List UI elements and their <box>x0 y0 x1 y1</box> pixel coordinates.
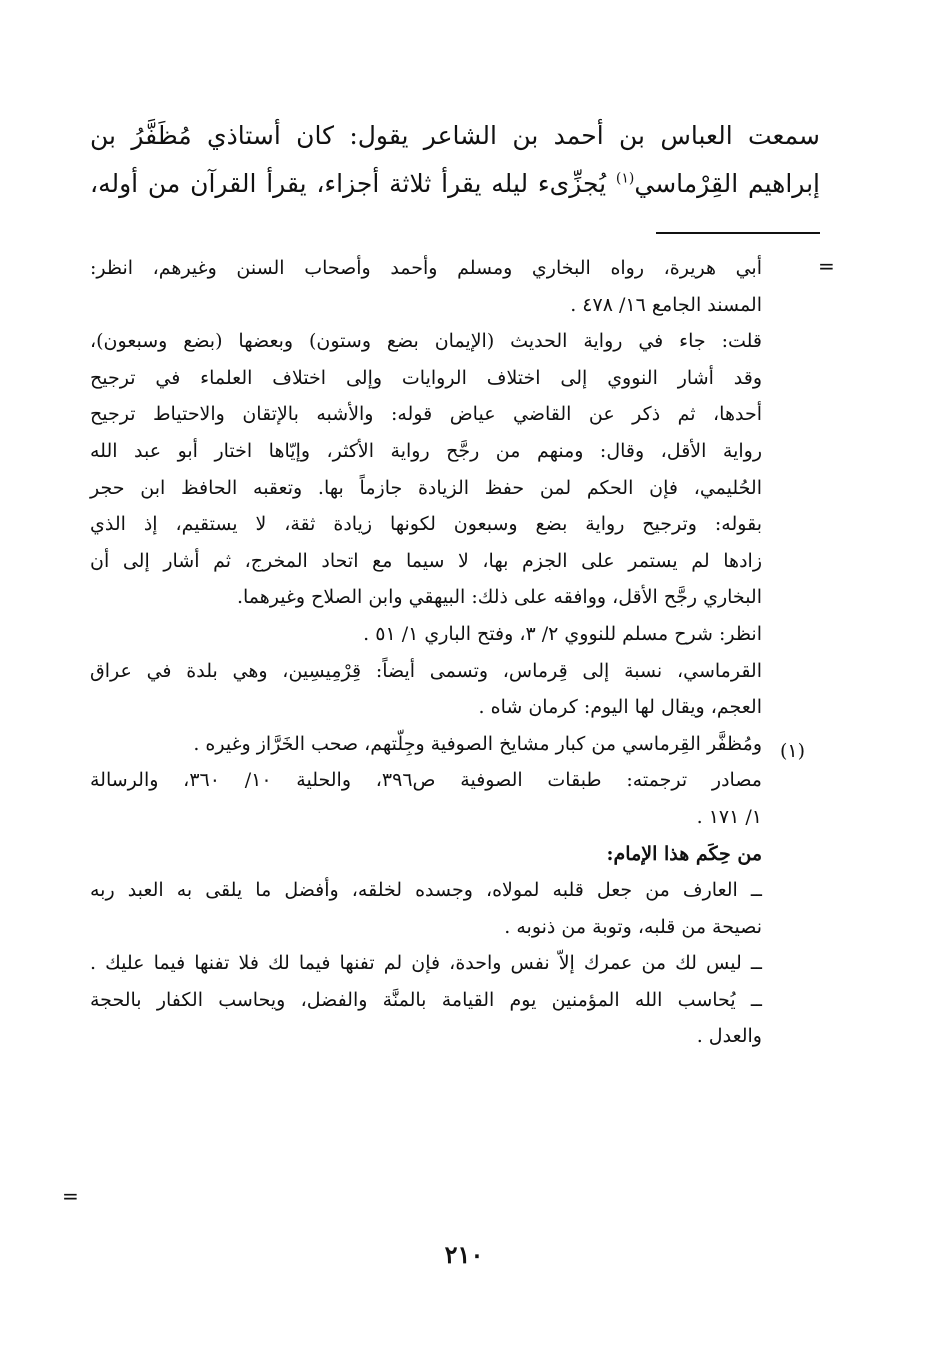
main-text-segment: إبراهيم القِرْماسي <box>634 169 820 198</box>
footnote-reference[interactable]: (١) <box>615 170 635 187</box>
footnotes <box>90 250 762 1055</box>
footnote-line: ــ ليس لك من عمرك إلاّ نفس واحدة، فإن لم تفنها فيما لك فلا تفنها فيما عليك . <box>90 952 762 975</box>
main-text-line: سمعت العباس بن أحمد بن الشاعر يقول: كان أستاذي مُظَفَّرُ بن <box>90 121 820 150</box>
footnote-line: انظر: شرح مسلم للنووي ٢/ ٣، وفتح الباري ١/ ٥١ . <box>363 622 762 645</box>
continuation-mark-end: = <box>62 1184 79 1208</box>
footnote-line: أحدها، ثم ذكر عن القاضي عياض قوله: والأشبه بالإتقان والاحتياط ترجيح <box>90 403 762 426</box>
footnote-line: والعدل . <box>696 1025 762 1048</box>
footnote-line: القرماسي، نسبة إلى قِرماس، وتسمى أيضاً: قِرْمِيسِين، وهي بلدة في عراق <box>90 659 762 682</box>
footnote-line: قلت: جاء في رواية الحديث (الإيمان بضع وستون) وبعضها (بضع وسبعون)، <box>90 330 762 353</box>
footnote-line: زادها لم يستمر على الجزم بها، لا سيما مع اتحاد المخرج، ثم أشار إلى أن <box>90 549 762 572</box>
footnote-line: وقد أشار النووي إلى اختلاف الروايات وإلى اختلاف العلماء في ترجيح <box>90 366 762 389</box>
footnote-line: نصيحة من قلبه، وتوبة من ذنوبه . <box>504 915 762 938</box>
footnote-line: ومُظفَّر القِرماسي من كبار مشايخ الصوفية وجِلّتهم، صحب الخَرَّاز وغيره . <box>193 732 762 755</box>
footnote-line: ــ يُحاسب الله المؤمنين يوم القيامة بالمنَّة والفضل، ويحاسب الكفار بالحجة <box>90 988 762 1011</box>
continuation-mark-start: = <box>818 254 835 278</box>
footnote-line: المسند الجامع ١٦/ ٤٧٨ . <box>570 293 762 316</box>
footnote-number: (١) <box>780 740 806 762</box>
main-text-line <box>90 160 820 208</box>
footnote-line: العجم، ويقال لها اليوم: كرمان شاه . <box>478 696 762 719</box>
footnote-line: أبي هريرة، رواه البخاري ومسلم وأحمد وأصحاب السنن وغيرهم، انظر: <box>90 257 762 279</box>
main-text <box>90 112 820 208</box>
footnote-line: ١/ ١٧١ . <box>696 805 762 828</box>
main-text-segment: يُجزِّىء ليله يقرأ ثلاثة أجزاء، يقرأ القرآن من أوله، <box>90 169 616 198</box>
footnote-separator <box>656 232 820 234</box>
footnote-line: رواية الأقل، وقال: ومنهم من رجَّح رواية الأكثر، وإيّاها اختار أبو عبد الله <box>90 439 762 462</box>
footnote-line: ــ العارف من جعل قلبه لمولاه، وجسده لخلقه، وأفضل ما يلقى به العبد ربه <box>90 879 762 902</box>
footnote-line: البخاري رجَّح الأقل، ووافقه على ذلك: البيهقي وابن الصلاح وغيرهما. <box>236 586 762 609</box>
footnote-line: الحُليمي، فإن الحكم لمن حفظ الزيادة جازماً بها. وتعقبه الحافظ ابن حجر <box>90 476 762 499</box>
footnote-line: مصادر ترجمته: طبقات الصوفية ص٣٩٦، والحلية ١٠/ ٣٦٠، والرسالة <box>90 769 762 792</box>
footnote-heading: من حِكَم هذا الإمام: <box>606 842 762 865</box>
page-number: ٢١٠ <box>444 1240 484 1269</box>
footnote-line: بقوله: وترجيح رواية بضع وسبعون لكونها زيادة ثقة، لا يستقيم، إذ الذي <box>90 513 762 536</box>
